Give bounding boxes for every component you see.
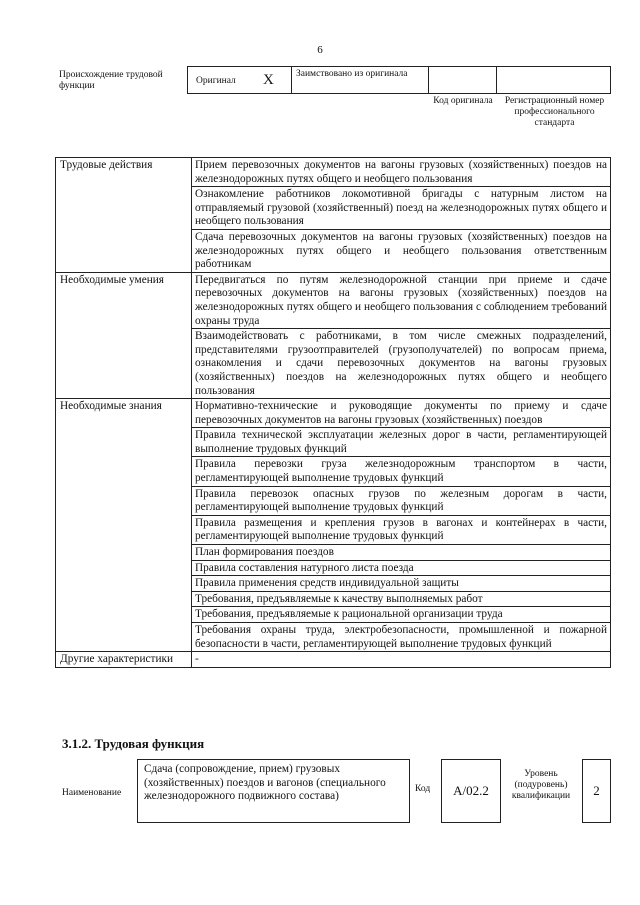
table-cell: Правила технической эксплуатации железных дорог в части, регламентирующей выполнение трудовых функций (192, 428, 611, 457)
level-value: 2 (582, 759, 611, 823)
row-label-other: Другие характеристики (56, 652, 192, 668)
table-cell: Передвигаться по путям железнодорожной станции при приеме и сдаче перевозочных документов на вагоны грузовых (хозяйственных) поездов на железнодорожных путях общего и необщего пользования с соблюдением требований охраны труда (192, 272, 611, 328)
origin-divider-1 (291, 66, 292, 94)
table-cell: Взаимодействовать с работниками, в том числе смежных подразделений, представителями грузоотправителей (грузополучателей) по вопросам приема, ознакомления и сдачи перевозочных документов на вагоны грузовых (хозяйственных) поездов на железнодорожных путях общего и необщего пользования (192, 329, 611, 399)
table-cell: Требования охраны труда, электробезопасности, промышленной и пожарной безопасности в части, регламентирующей выполнение трудовых функций (192, 623, 611, 652)
table-cell: Правила размещения и крепления грузов в вагонах и контейнерах в части, регламентирующей выполнение трудовых функций (192, 515, 611, 544)
row-label-actions: Трудовые действия (56, 158, 192, 273)
table-cell: Требования, предъявляемые к качеству выполняемых работ (192, 591, 611, 607)
table-row (56, 158, 611, 187)
function-name-box: Сдача (сопровождение, прием) грузовых (хозяйственных) поездов и вагонов (специального железнодорожного подвижного состава) (137, 759, 410, 823)
section-heading: 3.1.2. Трудовая функция (62, 736, 205, 751)
table-cell: - (192, 652, 611, 668)
origin-divider-3 (496, 66, 497, 94)
code-value: А/02.2 (441, 759, 501, 823)
origin-code-original: Код оригинала (433, 96, 493, 106)
table-cell: Прием перевозочных документов на вагоны грузовых (хозяйственных) поездов на железнодорожных путях общего и необщего пользования (192, 158, 611, 187)
table-cell: План формирования поездов (192, 545, 611, 561)
level-label: Уровень (подуровень) квалификации (511, 769, 571, 801)
origin-original: Оригинал (196, 76, 236, 86)
row-label-skills: Необходимые умения (56, 272, 192, 398)
name-label: Наименование (62, 788, 122, 798)
origin-label: Происхождение трудовой функции (59, 70, 163, 91)
table-cell: Нормативно-технические и руководящие документы по приему и сдаче перевозочных документов на вагоны грузовых (хозяйственных) поездов (192, 399, 611, 428)
table-cell: Правила составления натурного листа поезда (192, 560, 611, 576)
table-cell: Требования, предъявляемые к рациональной организации труда (192, 607, 611, 623)
origin-mark: X (263, 72, 274, 88)
table-cell: Правила применения средств индивидуальной защиты (192, 576, 611, 592)
page-number: 6 (317, 44, 323, 56)
labor-function-table (55, 157, 611, 668)
origin-borrowed: Заимствовано из оригинала (296, 69, 408, 79)
origin-reg-number: Регистрационный номер профессионального стандарта (504, 96, 605, 128)
table-cell: Ознакомление работников локомотивной бригады с натурным листом на отправляемый грузовой (хозяйственный) поезд на железнодорожных путях общего и необщего пользования (192, 187, 611, 230)
table-row (56, 652, 611, 668)
table-row (56, 399, 611, 428)
origin-divider-2 (428, 66, 429, 94)
code-label: Код (415, 784, 431, 794)
table-cell: Сдача перевозочных документов на вагоны грузовых (хозяйственных) поездов на железнодорожных путях общего и необщего пользования ответственным работникам (192, 229, 611, 272)
row-label-knowledge: Необходимые знания (56, 399, 192, 652)
table-cell: Правила перевозки груза железнодорожным транспортом в части, регламентирующей выполнение трудовых функций (192, 457, 611, 486)
table-cell: Правила перевозок опасных грузов по железным дорогам в части, регламентирующей выполнение трудовых функций (192, 486, 611, 515)
table-row (56, 272, 611, 328)
